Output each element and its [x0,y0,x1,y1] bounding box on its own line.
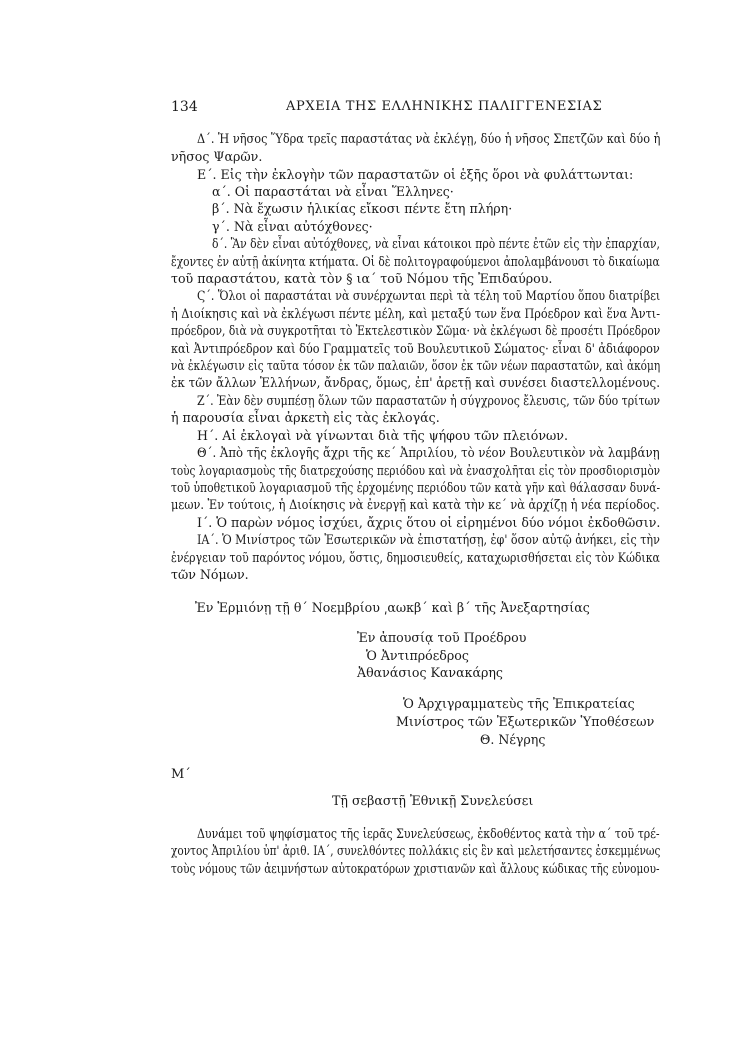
text-line: ΙΑ΄. Ὁ Μινίστρος τῶν Ἐσωτερικῶν νὰ ἐπιστατήσῃ, ἐφ' ὅσον αὐτῷ ἀνήκει, εἰς τὴν [197,532,660,547]
text-line: μεων. Ἐν τούτοις, ἡ Διοίκησις νὰ ἐνεργῇ καὶ κατὰ τὴν κε΄ νὰ ἀρχίζῃ ἡ νέα περίοδος. [171,497,660,512]
text-line: β΄. Νὰ ἔχωσιν ἡλικίας εἴκοσι πέντε ἔτη πλήρη· [212,201,513,216]
text-line: Ε΄. Εἰς τὴν ἐκλογὴν τῶν παραστατῶν οἱ ἑξῆς ὅροι νὰ φυλάττωνται: [197,167,634,182]
text-line: Ζ΄. Ἐὰν δὲν συμπέσῃ ὅλων τῶν παραστατῶν ἡ σύγχρονος ἔλευσις, τῶν δύο τρίτων [197,393,661,408]
signature-2-line-2: Μινίστρος τῶν Ἐξωτερικῶν Ὑποθέσεων [396,714,655,729]
text-line: α΄. Οἱ παραστάται νὰ εἶναι Ἕλληνες· [212,184,454,199]
signature-2-line-1: Ὁ Ἀρχιγραμματεὺς τῆς Ἐπικρατείας [403,696,635,711]
text-line: ἐκ τῶν ἄλλων Ἑλλήνων, ἄνδρας, ὅμως, ἐπ' ἀρετῇ καὶ συνέσει διαστελλομένους. [171,375,661,390]
running-title: ΑΡΧΕΙΑ ΤΗΣ ΕΛΛΗΝΙΚΗΣ ΠΑΛΙΓΓΕΝΕΣΙΑΣ [286,99,603,114]
text-line: τῶν Νόμων. [171,567,249,582]
page-number: 134 [171,99,198,115]
text-line: νῆσος Ψαρῶν. [171,149,263,164]
text-line: νὰ ἐκλέγωσιν εἰς ταῦτα τόσον ἐκ τῶν παλαιῶν, ὅσον ἐκ τῶν νέων παραστατῶν, καὶ ἀκόμη [171,358,661,373]
text-line: Δυνάμει τοῦ ψηφίσματος τῆς ἱερᾶς Συνελεύσεως, ἐκδοθέντος κατὰ τὴν α΄ τοῦ τρέ- [197,826,660,841]
section-title: Τῇ σεβαστῇ Ἐθνικῇ Συνελεύσει [332,793,534,808]
text-line: ἐνέργειαν τοῦ παρόντος νόμου, ὅστις, δημοσιευθείς, καταχωρισθήσεται εἰς τὸν Κώδικα [171,550,660,565]
text-line: δ΄. Ἂν δὲν εἶναι αὐτόχθονες, νὰ εἶναι κάτοικοι πρὸ πέντε ἐτῶν εἰς τὴν ἐπαρχίαν, [212,236,660,251]
text-line: χοντος Ἀπριλίου ὑπ' ἀριθ. ΙΑ΄, συνελθόντες πολλάκις εἰς ἓν καὶ μελετήσαντες ἐσκεμμένως [171,843,661,858]
signature-1-line-1: Ἐν ἀπουσίᾳ τοῦ Προέδρου [357,630,527,645]
section-number: Μ΄ [171,767,191,782]
text-line: πρόεδρον, διὰ νὰ συγκροτῆται τὸ Ἐκτελεστικὸν Σῶμα· νὰ ἐκλέγωσι δὲ προσέτι Πρόεδρον [171,323,661,338]
text-line: τοὺς νόμους τῶν ἀειμνήστων αὐτοκρατόρων χριστιανῶν καὶ ἄλλους κώδικας τῆς εὐνομου- [171,861,660,876]
text-line: Ϛ΄. Ὅλοι οἱ παραστάται νὰ συνέρχωνται περὶ τὰ τέλη τοῦ Μαρτίου ὅπου διατρίβει [197,288,661,303]
text-line: ἡ Διοίκησις καὶ νὰ ἐκλέγωσι πέντε μέλη, καὶ μεταξύ των ἕνα Πρόεδρον καὶ ἕνα Ἀντι- [171,306,661,321]
signature-1-line-2: Ὁ Ἀντιπρόεδρος [366,648,469,663]
signature-1-line-3: Ἀθανάσιος Κανακάρης [357,665,503,680]
text-line: Θ΄. Ἀπὸ τῆς ἐκλογῆς ἄχρι τῆς κε΄ Ἀπριλίου, τὸ νέον Βουλευτικὸν νὰ λαμβάνῃ [197,445,660,460]
text-line: Ι΄. Ὁ παρὼν νόμος ἰσχύει, ἄχρις ὅτου οἱ εἰρημένοι δύο νόμοι ἐκδοθῶσιν. [197,515,661,530]
text-line: γ΄. Νὰ εἶναι αὐτόχθονες· [212,219,373,234]
text-line: τοὺς λογαριασμοὺς τῆς διατρεχούσης περιόδου καὶ νὰ ἐνασχολῆται εἰς τὸν προσδιορισμὸν [171,463,661,478]
text-line: Δ΄. Ἡ νῆσος Ὕδρα τρεῖς παραστάτας νὰ ἐκλέγῃ, δύο ἡ νῆσος Σπετζῶν καὶ δύο ἡ [197,131,661,146]
text-line: τοῦ ὑποθετικοῦ λογαριασμοῦ τῆς ἐρχομένης περιόδου τῶν κατὰ γῆν καὶ θάλασσαν δυνά- [171,480,661,495]
dateline: Ἐν Ἑρμιόνῃ τῇ θ΄ Νοεμβρίου ͵αωκβ΄ καὶ β΄ τῆς Ἀνεξαρτησίας [195,600,590,615]
text-line: ἡ παρουσία εἶναι ἀρκετὴ εἰς τὰς ἐκλογάς. [171,410,440,425]
text-line: καὶ Ἀντιπρόεδρον καὶ δύο Γραμματεῖς τοῦ Βουλευτικοῦ Σώματος· εἶναι δ' ἀδιάφορον [171,341,660,356]
text-line: Η΄. Αἱ ἐκλογαὶ νὰ γίνωνται διὰ τῆς ψήφου τῶν πλειόνων. [197,428,568,443]
signature-2-line-3: Θ. Νέγρης [480,732,546,747]
text-line: τοῦ παραστάτου, κατὰ τὸν § ια΄ τοῦ Νόμου τῆς Ἐπιδαύρου. [171,271,553,286]
text-line: ἔχοντες ἐν αὐτῇ ἀκίνητα κτήματα. Οἱ δὲ πολιτογραφούμενοι ἀπολαμβάνουσι τὸ δικαίωμα [171,254,660,269]
